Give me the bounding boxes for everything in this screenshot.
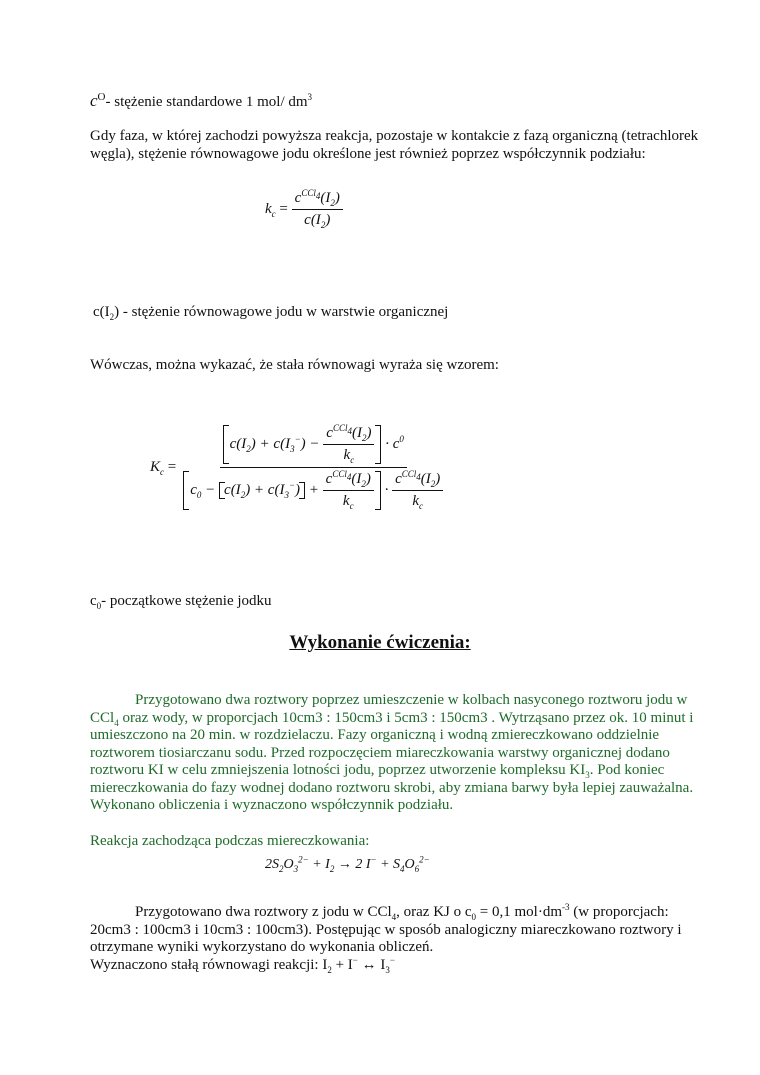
Kc-f2-close: ) [365,471,371,487]
Kc-f3-c: c [395,471,402,487]
c0-text: - stężenie standardowe 1 mol/ dm [105,94,308,110]
cI2-pre: c(I [93,304,110,320]
c0-start-definition [90,593,700,611]
Kc-numerator [220,425,407,468]
p4-e: Wyznaczono stałą równowagi reakcji: I [90,956,328,973]
Kc-den-inner-fraction [323,471,374,510]
Kc-denominator [180,468,446,510]
p4-e-sub: 2 [327,964,332,975]
p4-e3: ↔ I [357,956,386,973]
reaction-equation [265,854,430,874]
Kc-f1-c: c [326,425,333,441]
p4-d: (w proporcjach: 20cm3 : 100cm3 i 10cm3 : 100cm3). Postępując w sposób analogiczny miareczkowano roztwory i otrzymane wyniki wykorzystano do wykonania obliczeń. [90,904,682,955]
Kc-den-f-den [340,491,357,510]
Kc-num-c2-sub: 3 [290,443,295,454]
p4-e-sup: − [352,954,358,965]
Kc-f2-sup: CCl [332,469,347,479]
Kc-f1-sup-sub: 4 [347,425,352,436]
c0-unit-sup: 3 [307,92,313,102]
kc-den-sub: 2 [320,220,326,230]
rx-d: O [404,857,415,872]
cI2-definition [93,304,700,322]
p4-e-sub3: 3 [385,964,390,975]
rx-b-sup: 2− [298,854,309,865]
p4-e-sup3: − [389,954,395,965]
kc-lhs: k [265,200,272,217]
Kc-den-c1-sub: 2 [240,490,246,500]
rx-s-sub: 4 [400,863,405,874]
kc-fraction [292,190,343,229]
kc-equals: = [279,200,288,217]
kc-num-arg-sub: 2 [330,198,335,208]
rx-c-sup: − [370,854,377,865]
Kc-num-dot-c0: · c [385,435,400,452]
Kc-den-of-den [409,491,426,510]
rx-a: 2S [265,857,279,872]
p4-sub: 4 [391,912,397,922]
Kc-f2-c: c [325,471,333,487]
rx-plus1: + I [308,857,330,872]
Kc-f1-close: ) [366,425,372,441]
Kc-den-close: ) [295,482,301,498]
kc-numerator [292,190,343,210]
Kc-den-bracket [183,471,381,510]
paragraph-partition: Gdy faza, w której zachodzi powyższa reakcja, pozostaje w kontakcie z fazą organiczną (tetrachlorek węgla), stężenie równowagowe jodu określone jest również poprzez współczynnik podziału: [90,128,699,162]
Kc-f3-den-sub: c [419,501,424,511]
Kc-f1-arg-sub: 2 [361,433,367,443]
Kc-num-c1-sub: 2 [246,443,251,454]
Kc-f1-den-sub: c [350,455,355,465]
Kc-lhs [150,459,176,476]
Kc-num-bracket [223,425,382,464]
p4-a: Przygotowano dwa roztwory z jodu w CCl [135,904,392,920]
Kc-f3-den: k [412,493,420,509]
kc-den-close: ) [325,212,331,228]
rx-d-sup: 2− [419,854,430,865]
rx-c: 2 I [355,857,371,872]
Kc-num-plus: ) + c(I [250,435,291,452]
equation-Kc [150,425,446,510]
kc-num-sup-sub: 4 [315,190,321,201]
Kc-den-c2-sup: − [288,480,296,490]
rx-arrow: → [334,857,356,872]
Kc-main-fraction [180,425,446,510]
Kc-den-inner-paren [219,482,305,499]
paragraph-equilibrium: Wówczas, można wykazać, że stała równowagi wyraża się wzorem: [90,357,499,373]
rx-b: O [283,857,294,872]
Kc-num-inner-den [341,445,358,464]
c0-start-post: - początkowe stężenie jodku [101,593,272,609]
c0-symbol-sup: O [97,91,106,103]
p3-a: Przygotowano dwa roztwory poprzez umieszczenie w kolbach nasyconego roztworu jodu w CCl [90,692,688,726]
Kc-num-inner-num [323,425,374,445]
equation-kc [265,190,343,229]
Kc-f3-arg: (I [420,471,431,487]
Kc-num-minus: ) − [300,435,320,452]
Kc-den-outer-fraction [392,471,443,510]
paragraph-procedure-2 [90,904,700,974]
Kc-den-f-num [323,471,374,491]
Kc-f2-arg: (I [351,471,362,487]
p3-b: oraz wody, w proporcjach 10cm3 : 150cm3 i 5cm3 : 150cm3 . Wytrząsano przez ok. 10 minut i umieszczono na 20 min. w rozdzielaczu. Fazy organiczną i wodną zmiereczkowano oddzielnie roztworem tiosiarczanu sodu. Przed rozpoczęciem miareczkowania warstwy organicznej dodano roztworu KI w celu zmniejszenia lotności jodu, poprzez utworzenie kompleksu KI [90,709,694,778]
rx-a-sub: 2 [279,863,284,874]
kc-num-c: c [294,190,302,206]
Kc-f2-den: k [342,493,350,509]
p4-b: , oraz KJ o c [396,904,472,920]
Kc-f3-close: ) [435,471,441,487]
Kc-den-of-num [392,471,443,491]
Kc-den-c0-sub: 0 [196,489,202,500]
Kc-num-c2-sup: − [294,433,301,444]
c0-start-sub: 0 [96,601,102,611]
cI2-sub: 2 [109,312,115,322]
c0-start-pre: c [90,593,97,609]
p4-sup: -3 [562,902,570,912]
c0-definition [90,92,700,112]
Kc-num-c0-sup: 0 [399,433,404,444]
kc-num-sup: CCl [301,188,316,198]
Kc-den-c2-sub: 3 [284,490,289,500]
p4-sub2: 0 [471,912,477,922]
Kc-den-c0: c [190,481,197,498]
Kc-num-c1: c(I [229,435,247,452]
p4-c: = 0,1 mol·dm [476,904,562,920]
Kc-f1-den: k [343,447,351,463]
Kc-equals: = [167,459,177,475]
Kc-f2-arg-sub: 2 [361,479,366,489]
Kc-f1-arg: (I [351,425,362,441]
Kc-den-c1: c(I [224,482,241,498]
Kc-den-plus: ) + c(I [245,482,285,498]
Kc-f2-sup-sub: 4 [346,471,352,482]
rx-d-sub: 6 [414,863,420,874]
Kc-f1-sup: CCl [332,423,348,433]
reaction-label: Reakcja zachodząca podczas miereczkowania: [90,833,370,849]
rx-i-sub: 2 [329,863,335,874]
Kc-f2-den-sub: c [349,501,354,511]
Kc-den-plus2: + [308,481,323,498]
kc-lhs-sub: c [271,208,276,219]
paragraph-procedure-1 [90,692,700,815]
p3-c: . Pod koniec miereczkowania do fazy wodnej dodano roztworu skrobi, aby zmiana barwy była lepiej zauważalna. Wykonano obliczenia i wyznaczono współczynnik podziału. [90,762,694,813]
Kc-lhs-sub: c [160,467,165,477]
rx-b-sub: 3 [293,863,299,874]
Kc-num-inner-fraction [323,425,374,464]
kc-denominator [301,210,333,229]
rx-plus2: + S [376,857,401,872]
Kc-f3-arg-sub: 2 [430,479,436,489]
Kc-den-dot: · [384,481,389,498]
Kc-den-minus: − [201,481,220,498]
kc-num-close: ) [334,190,340,206]
p4-e2: + I [331,956,353,973]
kc-den-c: c(I [304,212,321,228]
kc-num-arg: (I [320,190,331,206]
p3-sub2: 3 [585,770,590,780]
c0-symbol: c [90,91,98,110]
Kc-f3-sup-sub: 4 [416,471,421,482]
section-heading: Wykonanie ćwiczenia: [289,632,471,653]
cI2-post: ) - stężenie równowagowe jodu w warstwie organicznej [114,304,449,320]
Kc-lhs-K: K [150,459,161,475]
p3-sub: 4 [114,717,119,728]
Kc-f3-sup: CCl [401,469,417,479]
